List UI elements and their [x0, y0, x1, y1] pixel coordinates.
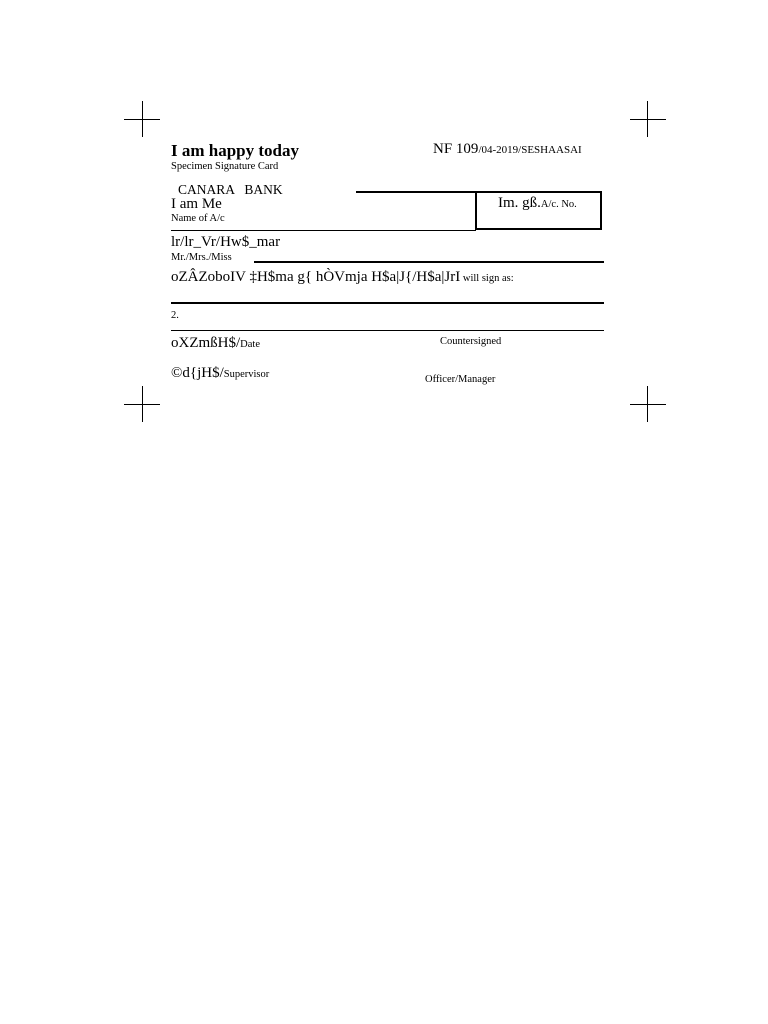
form-code-prefix: NF 109	[433, 141, 479, 157]
crop-mark-bottom-right-vertical	[647, 386, 648, 422]
date-native: oXZmßH$/	[171, 335, 241, 351]
supervisor-label: Supervisor	[223, 369, 270, 380]
account-header-rule	[356, 191, 476, 193]
signature-line-two	[171, 330, 604, 331]
date-label: Date	[240, 339, 260, 350]
crop-mark-top-right-horizontal	[630, 119, 666, 120]
crop-mark-bottom-left-vertical	[142, 386, 143, 422]
supervisor-native: ©d{jH$/	[171, 365, 224, 381]
salutation-rule	[254, 261, 604, 263]
card-subtitle: Specimen Signature Card	[171, 161, 279, 172]
account-number-label: A/c. No.	[540, 199, 577, 210]
card-title: I am happy today	[171, 141, 300, 160]
form-code-suffix: /04-2019/SESHAASAI	[478, 144, 582, 156]
form-code	[433, 140, 582, 158]
supervisor-field	[171, 364, 269, 382]
account-name-label: Name of A/c	[171, 213, 225, 224]
account-name-rule	[171, 230, 476, 231]
date-field	[171, 334, 260, 352]
signature-line-two-label: 2.	[171, 310, 179, 321]
signature-line-one	[171, 302, 604, 304]
countersigned-label: Countersigned	[440, 336, 502, 347]
crop-mark-bottom-right-horizontal	[630, 404, 666, 405]
crop-mark-top-left-vertical	[142, 101, 143, 137]
account-number-native: Im. gß.	[498, 195, 541, 211]
salutation-native: lr/lr_Vr/Hw$_mar	[171, 234, 281, 250]
officer-manager-label: Officer/Manager	[425, 374, 496, 385]
crop-mark-top-right-vertical	[647, 101, 648, 137]
sign-as-line	[171, 268, 514, 286]
bank-name: CANARA BANK	[178, 182, 283, 197]
account-name-value: I am Me	[171, 196, 222, 212]
sign-as-native: oZÂZoboIV ‡H$ma g{ hÒVmja H$a|J{/H$a|JrI	[171, 269, 461, 285]
salutation-label: Mr./Mrs./Miss	[171, 252, 232, 263]
sign-as-label: will sign as:	[460, 273, 514, 284]
account-number-label-group	[498, 194, 577, 212]
